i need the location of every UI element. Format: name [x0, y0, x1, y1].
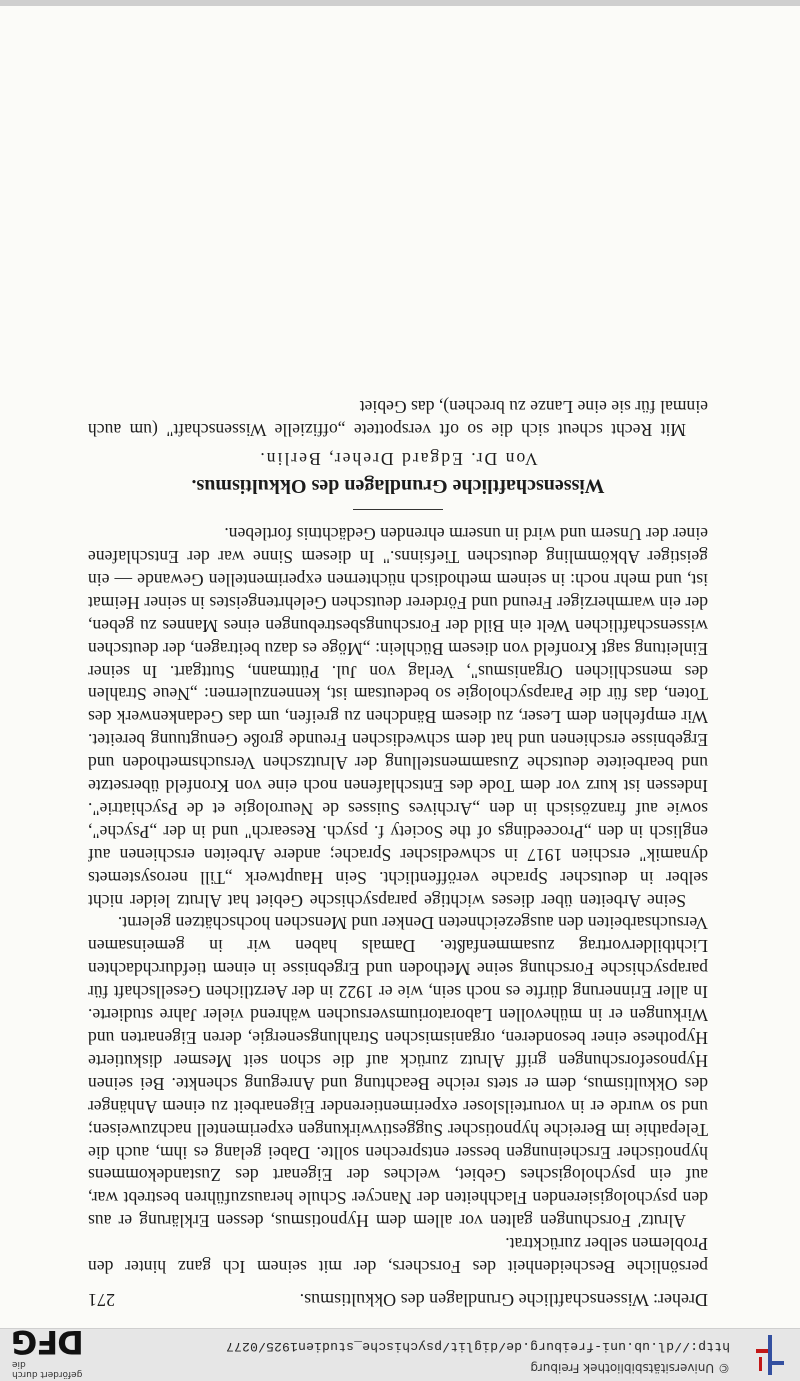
running-head-title: Dreher: Wissenschaftliche Grundlagen des Okkultismus.	[299, 1290, 708, 1310]
viewer-header	[0, 1323, 800, 1381]
paragraph: Mit Recht scheut sich die so oft verspottete „offizielle Wissenschaft" (um auch einmal für sie eine Lanze zu brechen), das Gebiet	[88, 397, 708, 441]
page-text	[88, 396, 708, 1311]
paragraph: Alrutz' Forschungen galten vor allem dem Hypnotismus, dessen Erklärung er aus den psychologisierenden Flachheiten der Nancyer Schule herauszuführen bestrebt war, auf ein psychologisches Gebiet, welches der Eigenart des Zustandekommens hypnotischer Erscheinungen besser entsprechen sollte. Dabei gelang es ihm, auch die Telepathie im Bereiche hypnotischer Suggestivwirkungen experimentell nachzuweisen; und so wurde er in vorurteilsloser experimentierender Eigenarbeit zu einem Anhänger des Okkultismus, dem er stets reiche Beachtung und Anregung schenkte. Bei seinen Hypnoseforschungen griff Alrutz zurück auf die schon seit Mesmer diskutierte Hypothese einer besonderen, organismischen Strahlungsenergie, deren Eigenarten und Wirkungen er in mühevollen Laboratoriumsversuchen während vieler Jahre studierte. In aller Erinnerung dürfte es noch sein, wie er 1922 in der Aerztlichen Gesellschaft für parapsychische Forschung seine Methoden und Ergebnisse in einem tiefdurchdachten Lichtbildervortrag zusammenfaßte. Damals haben wir in gemeinsamen Versuchsarbeiten den ausgezeichneten Denker und Menschen hochschätzen gelernt.	[88, 913, 708, 1232]
ub-freiburg-logo	[750, 1335, 790, 1375]
section-divider	[353, 509, 443, 510]
viewer-footer	[0, 0, 800, 6]
copyright-notice: © Universitätsbibliothek Freiburg	[530, 1361, 730, 1375]
running-head	[88, 1288, 708, 1311]
permalink-url[interactable]: http://dl.ub.uni-freiburg.de/diglit/psychische_studien1925/0277	[225, 1339, 730, 1354]
paragraph: persönliche Bescheidenheit des Forschers, der mit seinem Ich ganz hinter den Problemen selber zurücktrat.	[88, 1234, 708, 1278]
article-title: Wissenschaftliche Grundlagen des Okkultismus.	[191, 475, 605, 498]
paragraph: Seine Arbeiten über dieses wichtige parapsychische Gebiet hat Alrutz leider nicht selber in deutscher Sprache veröffentlicht. Sein Hauptwerk „Till nerosystemets dynamik" erschien 1917 in schwedischer Sprache; andere Arbeiten erschienen auf englisch in den „Proceedings of the Society f. psych. Research" und in der „Psyche", sowie auf französisch in den „Archives Suisses de Neurologie et de Psychiatrie". Indessen ist kurz vor dem Tode des Entschlafenen noch eine von Kronfeld übersetzte und bearbeitete deutsche Zusammenstellung der Alrutzschen Versuchsmethoden und Ergebnisse erschienen und hat dem schwedischen Freunde große Genugtuung bereitet. Wir empfehlen dem Leser, zu diesem Bändchen zu greifen, um das Gedankenwerk des Toten, das für die Parapsychologie so bedeutsam ist, kennenzulernen: „Neue Strahlen des menschlichen Organismus", Verlag von Jul. Püttmann, Stuttgart. In seiner Einleitung sagt Kronfeld von diesem Büchlein: „Möge es dazu beitragen, der deutschen wissenschaftlichen Welt ein Bild der Forschungsbestrebungen eines Mannes zu geben, der ein warmherziger Freund und Förderer deutschen Gelehrtengeistes in seiner Heimat ist, und mehr noch: in seinem methodisch nüchternen experimentellen Gewande — ein geistiger Abkömmling deutschen Tiefsinns." In diesem Sinne war der Entschlafene einer der Unsern und wird in unserm ehrenden Gedächtnis fortleben.	[88, 524, 708, 911]
article-author: Von Dr. Edgard Dreher, Berlin.	[258, 449, 538, 470]
page-number: 271	[88, 1290, 115, 1310]
dfg-caption: gefördert durch die	[12, 1359, 83, 1379]
dfg-wordmark: DFG	[12, 1323, 84, 1361]
dfg-logo	[12, 1323, 86, 1379]
